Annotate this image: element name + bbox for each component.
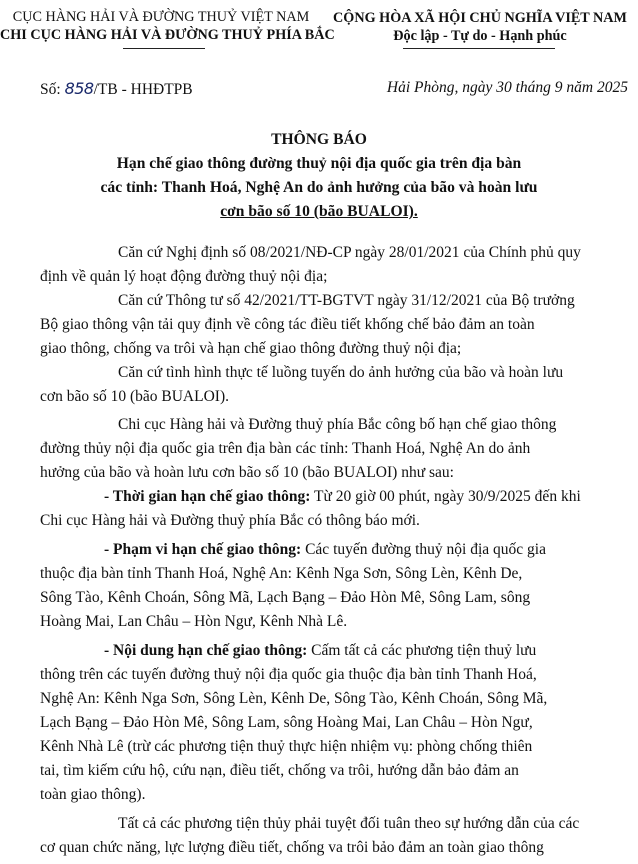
time-restriction-text: Từ 20 giờ 00 phút, ngày 30/9/2025 đến khi xyxy=(314,488,581,505)
paragraph-line: tai, tìm kiếm cứu hộ, cứu nạn, điều tiết, chống va trôi, hướng dẫn bảo đảm an xyxy=(40,762,519,779)
paragraph-line: Kênh Nhà Lê (trừ các phương tiện thuỷ thực hiện nhiệm vụ: phòng chống thiên xyxy=(40,738,533,755)
number-prefix: Số: xyxy=(40,81,65,98)
paragraph-line: đường thủy nội địa quốc gia trên địa bàn các tỉnh: Thanh Hoá, Nghệ An do ảnh xyxy=(40,440,531,457)
paragraph-line: Chi cục Hàng hải và Đường thuỷ phía Bắc công bố hạn chế giao thông xyxy=(118,416,557,433)
paragraph-line: Hoàng Mai, Lan Châu – Hòn Ngư, Kênh Nhà Lê. xyxy=(40,613,348,630)
national-motto: Độc lập - Tự do - Hạnh phúc xyxy=(393,28,567,44)
paragraph-line: cơn bão số 10 (bão BUALOI). xyxy=(40,388,229,405)
paragraph-line: Lạch Bạng – Đảo Hòn Mê, Sông Lam, sông Hoàng Mai, Lan Châu – Hòn Ngư, xyxy=(40,714,533,731)
paragraph-line: Tất cả các phương tiện thủy phải tuyệt đối tuân theo sự hướng dẫn của các xyxy=(118,815,580,832)
scope-restriction-label: - Phạm vi hạn chế giao thông: xyxy=(104,541,302,558)
paragraph-line: hưởng của bão và hoàn lưu cơn bão số 10 (bão BUALOI) như sau: xyxy=(40,464,454,481)
number-suffix: /TB - HHĐTPB xyxy=(93,81,193,98)
paragraph-line: giao thông, chống va trôi và hạn chế giao thông đường thuỷ nội địa; xyxy=(40,340,462,357)
paragraph-line: Căn cứ Nghị định số 08/2021/NĐ-CP ngày 28/01/2021 của Chính phủ quy xyxy=(118,244,581,261)
paragraph-line: toàn giao thông). xyxy=(40,786,146,803)
time-restriction-label: - Thời gian hạn chế giao thông: xyxy=(104,488,311,505)
paragraph-line: Sông Tào, Kênh Choán, Sông Mã, Lạch Bạng – Đảo Hòn Mê, Sông Lam, sông xyxy=(40,589,531,606)
paragraph-line: cơ quan chức năng, lực lượng điều tiết, chống va trôi bảo đảm an toàn giao thông xyxy=(40,839,544,856)
issuing-authority: CHI CỤC HÀNG HẢI VÀ ĐƯỜNG THUỶ PHÍA BẮC xyxy=(0,27,335,43)
content-restriction-line xyxy=(104,642,536,660)
scope-restriction-line xyxy=(104,541,546,559)
content-restriction-text: Cấm tất cả các phương tiện thuỷ lưu xyxy=(311,642,537,659)
document-type: THÔNG BÁO xyxy=(271,131,367,148)
document-number xyxy=(40,79,193,99)
paragraph-line: thuộc địa bàn tỉnh Thanh Hoá, Nghệ An: Kênh Nga Sơn, Sông Lèn, Kênh De, xyxy=(40,565,523,582)
paragraph-line: Bộ giao thông vận tải quy định về công tác điều tiết khống chế bảo đảm an toàn xyxy=(40,316,535,333)
paragraph-line: định về quản lý hoạt động đường thuỷ nội địa; xyxy=(40,268,328,285)
paragraph-line: Chi cục Hàng hải và Đường thuỷ phía Bắc có thông báo mới. xyxy=(40,512,420,529)
issuing-authority-parent: CỤC HÀNG HẢI VÀ ĐƯỜNG THUỶ VIỆT NAM xyxy=(12,9,310,25)
place-and-date: Hải Phòng, ngày 30 tháng 9 năm 2025 xyxy=(386,79,628,96)
paragraph-line: thông trên các tuyến đường thuỷ nội địa quốc gia thuộc địa bàn tỉnh Thanh Hoá, xyxy=(40,666,537,683)
scope-restriction-text: Các tuyến đường thuỷ nội địa quốc gia xyxy=(305,541,546,558)
authority-underline xyxy=(123,48,205,49)
paragraph-line: Căn cứ tình hình thực tế luồng tuyến do ảnh hưởng của bão và hoàn lưu xyxy=(118,364,564,381)
subject-line xyxy=(0,203,638,221)
paragraph-line: Căn cứ Thông tư số 42/2021/TT-BGTVT ngày 31/12/2021 của Bộ trưởng xyxy=(118,292,575,309)
subject-line-underlined: cơn bão số 10 (bão BUALOI). xyxy=(220,203,418,220)
national-title: CỘNG HÒA XÃ HỘI CHỦ NGHĨA VIỆT NAM xyxy=(333,10,627,26)
time-restriction-line xyxy=(104,488,581,506)
handwritten-number: 858 xyxy=(64,79,94,98)
motto-underline xyxy=(403,48,555,49)
paragraph-line: Nghệ An: Kênh Nga Sơn, Sông Lèn, Kênh De, Sông Tào, Kênh Choán, Sông Mã, xyxy=(40,690,548,707)
subject-line: các tỉnh: Thanh Hoá, Nghệ An do ảnh hưởng của bão và hoàn lưu xyxy=(100,179,538,196)
content-restriction-label: - Nội dung hạn chế giao thông: xyxy=(104,642,308,659)
subject-line: Hạn chế giao thông đường thuỷ nội địa quốc gia trên địa bàn xyxy=(116,155,522,172)
